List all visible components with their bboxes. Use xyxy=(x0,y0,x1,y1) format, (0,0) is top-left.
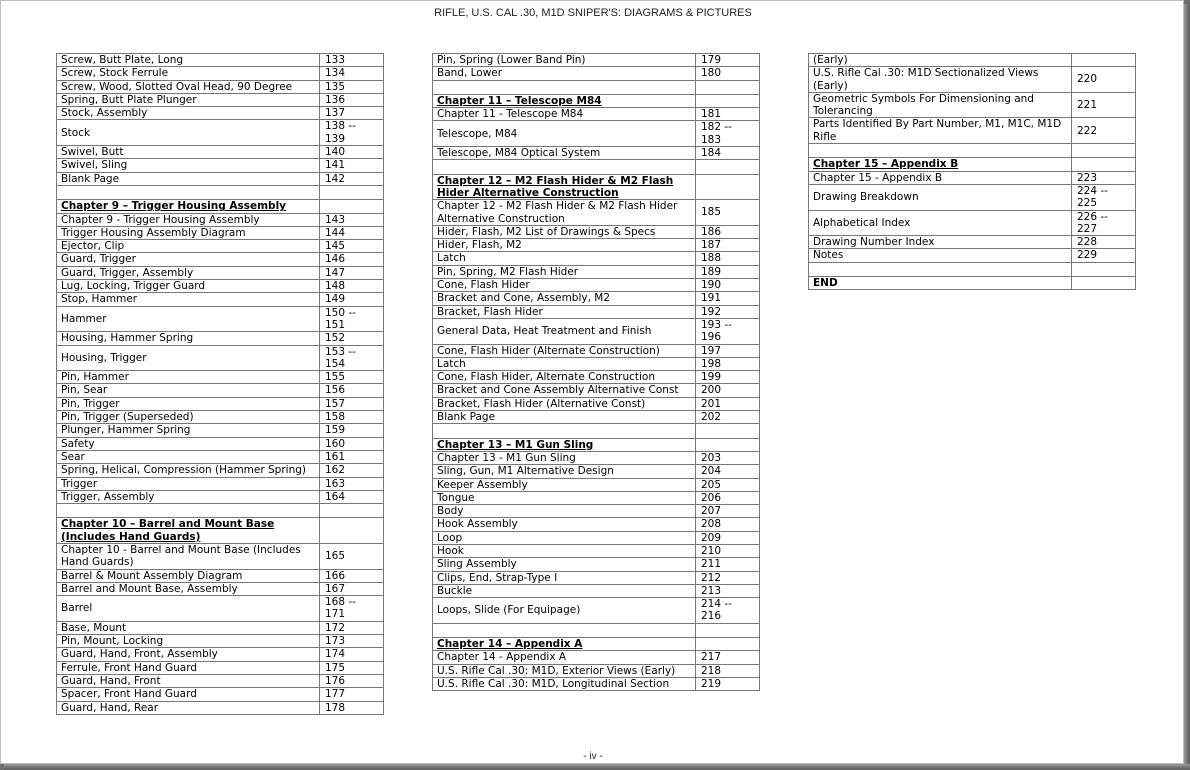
toc-entry-page: 152 xyxy=(320,332,384,345)
toc-entry-title: Buckle xyxy=(433,584,696,597)
toc-entry-page: 136 xyxy=(320,93,384,106)
toc-entry-page: 158 xyxy=(320,411,384,424)
toc-entry-title: Bracket and Cone, Assembly, M2 xyxy=(433,292,696,305)
toc-entry-page: 218 xyxy=(696,664,760,677)
toc-row xyxy=(433,411,760,424)
toc-row xyxy=(433,225,760,238)
toc-entry-page: 190 xyxy=(696,279,760,292)
toc-entry-page: 200 xyxy=(696,384,760,397)
toc-entry-page: 197 xyxy=(696,344,760,357)
toc-entry-title: Screw, Wood, Slotted Oval Head, 90 Degree xyxy=(57,80,320,93)
toc-entry-title: Pin, Trigger xyxy=(57,397,320,410)
toc-entry-page: 180 xyxy=(696,67,760,80)
toc-entry-title: Cone, Flash Hider (Alternate Construction) xyxy=(433,344,696,357)
toc-row xyxy=(57,172,384,185)
toc-entry-page: 157 xyxy=(320,397,384,410)
toc-row xyxy=(57,293,384,306)
blank-row xyxy=(433,160,760,174)
toc-entry-page: 189 xyxy=(696,265,760,278)
blank-row xyxy=(57,504,384,518)
toc-entry-title: U.S. Rifle Cal .30: M1D, Longitudinal Section xyxy=(433,677,696,690)
toc-entry-title: Ejector, Clip xyxy=(57,240,320,253)
toc-entry-page: 199 xyxy=(696,371,760,384)
toc-row xyxy=(57,54,384,67)
toc-row xyxy=(433,239,760,252)
toc-entry-title: Clips, End, Strap-Type I xyxy=(433,571,696,584)
toc-row xyxy=(433,292,760,305)
toc-entry-title: Sear xyxy=(57,450,320,463)
toc-row xyxy=(433,344,760,357)
chapter-heading-row xyxy=(809,158,1136,171)
toc-entry-title: U.S. Rifle Cal .30: M1D, Exterior Views (Early) xyxy=(433,664,696,677)
toc-entry-page: 155 xyxy=(320,371,384,384)
toc-entry-title: Stop, Hammer xyxy=(57,293,320,306)
toc-entry-page: 222 xyxy=(1072,118,1136,144)
toc-entry-page: 145 xyxy=(320,240,384,253)
toc-entry-title: Geometric Symbols For Dimensioning and Tolerancing xyxy=(809,92,1072,118)
toc-entry-page: 217 xyxy=(696,651,760,664)
toc-row xyxy=(57,384,384,397)
toc-row xyxy=(57,93,384,106)
toc-entry-title: Screw, Stock Ferrule xyxy=(57,67,320,80)
toc-entry-title: Loop xyxy=(433,531,696,544)
toc-row xyxy=(433,571,760,584)
toc-entry-page: 162 xyxy=(320,464,384,477)
toc-row xyxy=(57,253,384,266)
toc-row xyxy=(433,451,760,464)
toc-entry-title: Pin, Hammer xyxy=(57,371,320,384)
toc-row xyxy=(433,252,760,265)
toc-entry-title: Pin, Trigger (Superseded) xyxy=(57,411,320,424)
toc-row xyxy=(809,118,1136,144)
toc-entry-page: 181 xyxy=(696,108,760,121)
toc-row xyxy=(433,505,760,518)
blank-row xyxy=(433,80,760,94)
toc-entry-title: Keeper Assembly xyxy=(433,478,696,491)
toc-column-2 xyxy=(432,53,760,691)
toc-row xyxy=(57,332,384,345)
chapter-heading-row xyxy=(433,638,760,651)
toc-entry-title: Notes xyxy=(809,249,1072,262)
toc-entry-page: 229 xyxy=(1072,249,1136,262)
toc-entry-page: 177 xyxy=(320,688,384,701)
toc-row xyxy=(57,226,384,239)
blank-row xyxy=(433,623,760,637)
toc-row xyxy=(57,688,384,701)
toc-entry-page: 159 xyxy=(320,424,384,437)
toc-row xyxy=(433,598,760,624)
toc-entry-page: 175 xyxy=(320,661,384,674)
toc-entry-title: Hammer xyxy=(57,306,320,332)
toc-entry-page: 204 xyxy=(696,465,760,478)
toc-entry-title: Barrel and Mount Base, Assembly xyxy=(57,582,320,595)
toc-row xyxy=(433,491,760,504)
toc-row xyxy=(809,67,1136,93)
toc-row xyxy=(57,306,384,332)
toc-row xyxy=(57,490,384,503)
toc-entry-title: Chapter 13 - M1 Gun Sling xyxy=(433,451,696,464)
toc-entry-title: Blank Page xyxy=(57,172,320,185)
toc-row xyxy=(433,357,760,370)
chapter-heading: Chapter 12 – M2 Flash Hider & M2 Flash Hider Alternative Construction xyxy=(433,174,696,200)
chapter-heading-row xyxy=(57,200,384,213)
toc-entry-title: Pin, Spring (Lower Band Pin) xyxy=(433,54,696,67)
toc-entry-title: Chapter 12 - M2 Flash Hider & M2 Flash Hider Alternative Construction xyxy=(433,200,696,226)
toc-entry-page: 198 xyxy=(696,357,760,370)
toc-entry-page: 191 xyxy=(696,292,760,305)
toc-row xyxy=(57,450,384,463)
toc-entry-title: Base, Mount xyxy=(57,621,320,634)
toc-row xyxy=(57,661,384,674)
toc-row xyxy=(57,280,384,293)
toc-entry-page: 148 xyxy=(320,280,384,293)
end-marker: END xyxy=(809,277,1072,290)
toc-entry-page: 142 xyxy=(320,172,384,185)
toc-entry-title: Sling, Gun, M1 Alternative Design xyxy=(433,465,696,478)
toc-row xyxy=(433,558,760,571)
blank-row xyxy=(809,262,1136,276)
toc-entry-title: Cone, Flash Hider, Alternate Construction xyxy=(433,371,696,384)
toc-row xyxy=(57,146,384,159)
toc-entry-title: Trigger Housing Assembly Diagram xyxy=(57,226,320,239)
toc-entry-title: Parts Identified By Part Number, M1, M1C, M1D Rifle xyxy=(809,118,1072,144)
toc-entry-page: 144 xyxy=(320,226,384,239)
toc-row xyxy=(433,108,760,121)
toc-entry-title: Drawing Breakdown xyxy=(809,184,1072,210)
toc-entry-page: 208 xyxy=(696,518,760,531)
toc-row xyxy=(57,371,384,384)
toc-entry-page: 205 xyxy=(696,478,760,491)
toc-entry-page: 153 -- 154 xyxy=(320,345,384,371)
toc-row xyxy=(433,531,760,544)
toc-entry-page: 133 xyxy=(320,54,384,67)
toc-row xyxy=(433,677,760,690)
toc-entry-title: Drawing Number Index xyxy=(809,236,1072,249)
toc-entry-page: 141 xyxy=(320,159,384,172)
toc-entry-title: Guard, Hand, Rear xyxy=(57,701,320,714)
toc-row xyxy=(57,648,384,661)
toc-row xyxy=(57,397,384,410)
toc-entry-page: 178 xyxy=(320,701,384,714)
toc-entry-title: Alphabetical Index xyxy=(809,210,1072,236)
page-number: - iv - xyxy=(583,751,603,762)
toc-entry-page: 203 xyxy=(696,451,760,464)
toc-entry-page: 176 xyxy=(320,674,384,687)
page-shadow-right xyxy=(1184,4,1190,770)
toc-entry-page: 163 xyxy=(320,477,384,490)
toc-row xyxy=(57,107,384,120)
toc-column-1 xyxy=(56,53,384,715)
toc-row xyxy=(57,464,384,477)
toc-row xyxy=(57,635,384,648)
toc-entry-title: Pin, Sear xyxy=(57,384,320,397)
toc-entry-page: 165 xyxy=(320,543,384,569)
toc-entry-title: Cone, Flash Hider xyxy=(433,279,696,292)
toc-entry-page: 134 xyxy=(320,67,384,80)
toc-row xyxy=(57,621,384,634)
chapter-heading: Chapter 9 – Trigger Housing Assembly xyxy=(57,200,320,213)
toc-entry-page: 150 -- 151 xyxy=(320,306,384,332)
toc-entry-page: 160 xyxy=(320,437,384,450)
toc-entry-page: 206 xyxy=(696,491,760,504)
toc-entry-title: Latch xyxy=(433,252,696,265)
toc-row xyxy=(57,596,384,622)
toc-row xyxy=(57,437,384,450)
blank-row xyxy=(433,424,760,438)
toc-entry-title: Bracket, Flash Hider xyxy=(433,305,696,318)
toc-row xyxy=(57,424,384,437)
toc-row xyxy=(57,120,384,146)
toc-row xyxy=(57,67,384,80)
toc-row xyxy=(433,664,760,677)
toc-row xyxy=(433,54,760,67)
toc-entry-page: 220 xyxy=(1072,67,1136,93)
toc-entry-page: 140 xyxy=(320,146,384,159)
toc-entry-page: 184 xyxy=(696,147,760,160)
toc-row xyxy=(809,236,1136,249)
toc-entry-page: 156 xyxy=(320,384,384,397)
toc-row xyxy=(433,371,760,384)
toc-entry-title: Sling Assembly xyxy=(433,558,696,571)
toc-entry-title: Latch xyxy=(433,357,696,370)
toc-entry-page: 186 xyxy=(696,225,760,238)
toc-entry-page: 179 xyxy=(696,54,760,67)
toc-entry-title: Telescope, M84 Optical System xyxy=(433,147,696,160)
toc-row xyxy=(809,171,1136,184)
blank-row xyxy=(809,144,1136,158)
toc-entry-title: Chapter 9 - Trigger Housing Assembly xyxy=(57,213,320,226)
toc-entry-title: Spacer, Front Hand Guard xyxy=(57,688,320,701)
toc-entry-page: 210 xyxy=(696,544,760,557)
toc-entry-page: 187 xyxy=(696,239,760,252)
toc-row xyxy=(433,305,760,318)
toc-entry-title: Barrel xyxy=(57,596,320,622)
toc-entry-page: 201 xyxy=(696,397,760,410)
toc-entry-title: Spring, Helical, Compression (Hammer Spring) xyxy=(57,464,320,477)
toc-entry-page: 135 xyxy=(320,80,384,93)
chapter-heading-row xyxy=(433,174,760,200)
toc-entry-title: Body xyxy=(433,505,696,518)
toc-entry-title: Chapter 10 - Barrel and Mount Base (Includes Hand Guards) xyxy=(57,543,320,569)
toc-entry-title: Stock, Assembly xyxy=(57,107,320,120)
toc-entry-page: 166 xyxy=(320,569,384,582)
toc-entry-page: 213 xyxy=(696,584,760,597)
toc-entry-page: 138 -- 139 xyxy=(320,120,384,146)
toc-entry-title: General Data, Heat Treatment and Finish xyxy=(433,318,696,344)
toc-entry-title: Hook xyxy=(433,544,696,557)
toc-entry-title: Trigger, Assembly xyxy=(57,490,320,503)
toc-entry-title: Telescope, M84 xyxy=(433,121,696,147)
page-header: RIFLE, U.S. CAL .30, M1D SNIPER'S: DIAGRAMS & PICTURES xyxy=(434,7,752,19)
toc-entry-page: 167 xyxy=(320,582,384,595)
toc-entry-title: Band, Lower xyxy=(433,67,696,80)
toc-row xyxy=(433,318,760,344)
toc-column-3 xyxy=(808,53,1136,290)
toc-entry-page: 164 xyxy=(320,490,384,503)
toc-row xyxy=(433,651,760,664)
toc-entry-page: 172 xyxy=(320,621,384,634)
toc-entry-page: 226 -- 227 xyxy=(1072,210,1136,236)
toc-entry-title: U.S. Rifle Cal .30: M1D Sectionalized Views (Early) xyxy=(809,67,1072,93)
toc-entry-title: Hook Assembly xyxy=(433,518,696,531)
toc-row xyxy=(57,674,384,687)
toc-entry-title: Lug, Locking, Trigger Guard xyxy=(57,280,320,293)
toc-entry-title: Blank Page xyxy=(433,411,696,424)
toc-row xyxy=(433,478,760,491)
chapter-heading-row xyxy=(433,438,760,451)
toc-row xyxy=(433,121,760,147)
toc-entry-title: Stock xyxy=(57,120,320,146)
toc-entry-title: Pin, Spring, M2 Flash Hider xyxy=(433,265,696,278)
toc-row xyxy=(809,184,1136,210)
toc-row xyxy=(433,384,760,397)
toc-entry-title: Swivel, Sling xyxy=(57,159,320,172)
toc-row xyxy=(57,411,384,424)
chapter-heading: Chapter 14 – Appendix A xyxy=(433,638,696,651)
chapter-heading: Chapter 11 – Telescope M84 xyxy=(433,94,696,107)
toc-row xyxy=(809,92,1136,118)
toc-entry-title: Barrel & Mount Assembly Diagram xyxy=(57,569,320,582)
toc-row xyxy=(433,265,760,278)
toc-entry-page: 149 xyxy=(320,293,384,306)
toc-row xyxy=(57,543,384,569)
toc-row xyxy=(57,266,384,279)
toc-row xyxy=(57,582,384,595)
toc-entry-title: Hider, Flash, M2 List of Drawings & Specs xyxy=(433,225,696,238)
toc-entry-page: 207 xyxy=(696,505,760,518)
toc-row xyxy=(57,345,384,371)
toc-entry-page: 168 -- 171 xyxy=(320,596,384,622)
toc-entry-page: 192 xyxy=(696,305,760,318)
toc-entry-title: Housing, Trigger xyxy=(57,345,320,371)
toc-entry-title: Plunger, Hammer Spring xyxy=(57,424,320,437)
toc-row xyxy=(809,210,1136,236)
toc-row xyxy=(433,544,760,557)
toc-entry-title: Loops, Slide (For Equipage) xyxy=(433,598,696,624)
toc-entry-page: 143 xyxy=(320,213,384,226)
toc-entry-title: Guard, Trigger xyxy=(57,253,320,266)
toc-entry-title: (Early) xyxy=(809,54,1072,67)
toc-entry-page: 219 xyxy=(696,677,760,690)
toc-entry-page: 228 xyxy=(1072,236,1136,249)
toc-entry-page: 209 xyxy=(696,531,760,544)
toc-entry-title: Safety xyxy=(57,437,320,450)
chapter-heading-row xyxy=(57,518,384,544)
toc-entry-page: 146 xyxy=(320,253,384,266)
page-shadow-bottom xyxy=(4,764,1190,770)
toc-entry-title: Tongue xyxy=(433,491,696,504)
toc-entry-page: 147 xyxy=(320,266,384,279)
chapter-heading: Chapter 13 – M1 Gun Sling xyxy=(433,438,696,451)
toc-entry-page: 188 xyxy=(696,252,760,265)
toc-entry-title: Chapter 15 - Appendix B xyxy=(809,171,1072,184)
toc-row xyxy=(433,465,760,478)
toc-row xyxy=(433,518,760,531)
blank-row xyxy=(57,185,384,199)
toc-entry-page: 212 xyxy=(696,571,760,584)
toc-entry-title: Swivel, Butt xyxy=(57,146,320,159)
toc-entry-page: 224 -- 225 xyxy=(1072,184,1136,210)
toc-entry-page: 173 xyxy=(320,635,384,648)
toc-entry-page xyxy=(1072,54,1136,67)
toc-row xyxy=(57,80,384,93)
toc-entry-page: 214 -- 216 xyxy=(696,598,760,624)
chapter-heading-row xyxy=(433,94,760,107)
toc-row xyxy=(809,54,1136,67)
toc-entry-title: Pin, Mount, Locking xyxy=(57,635,320,648)
toc-entry-page: 161 xyxy=(320,450,384,463)
toc-entry-page: 211 xyxy=(696,558,760,571)
toc-row xyxy=(57,240,384,253)
toc-entry-title: Bracket and Cone Assembly Alternative Const xyxy=(433,384,696,397)
toc-row xyxy=(433,584,760,597)
toc-entry-page: 182 -- 183 xyxy=(696,121,760,147)
toc-entry-title: Guard, Trigger, Assembly xyxy=(57,266,320,279)
toc-entry-title: Guard, Hand, Front, Assembly xyxy=(57,648,320,661)
toc-entry-page: 223 xyxy=(1072,171,1136,184)
toc-row xyxy=(433,147,760,160)
toc-entry-title: Guard, Hand, Front xyxy=(57,674,320,687)
toc-entry-page: 202 xyxy=(696,411,760,424)
toc-entry-page: 137 xyxy=(320,107,384,120)
toc-row xyxy=(57,213,384,226)
toc-row xyxy=(809,249,1136,262)
toc-row xyxy=(433,67,760,80)
toc-entry-page: 193 -- 196 xyxy=(696,318,760,344)
chapter-heading: Chapter 10 – Barrel and Mount Base (Includes Hand Guards) xyxy=(57,518,320,544)
toc-entry-title: Bracket, Flash Hider (Alternative Const) xyxy=(433,397,696,410)
toc-row xyxy=(57,701,384,714)
toc-row xyxy=(57,159,384,172)
toc-row xyxy=(433,200,760,226)
toc-entry-page: 185 xyxy=(696,200,760,226)
toc-entry-title: Chapter 14 - Appendix A xyxy=(433,651,696,664)
toc-row xyxy=(57,569,384,582)
toc-entry-title: Housing, Hammer Spring xyxy=(57,332,320,345)
toc-entry-page: 174 xyxy=(320,648,384,661)
toc-row xyxy=(57,477,384,490)
toc-row xyxy=(433,397,760,410)
toc-entry-title: Chapter 11 - Telescope M84 xyxy=(433,108,696,121)
toc-row xyxy=(433,279,760,292)
toc-entry-title: Hider, Flash, M2 xyxy=(433,239,696,252)
chapter-heading: Chapter 15 – Appendix B xyxy=(809,158,1072,171)
toc-entry-title: Ferrule, Front Hand Guard xyxy=(57,661,320,674)
toc-entry-title: Screw, Butt Plate, Long xyxy=(57,54,320,67)
end-row xyxy=(809,277,1136,290)
toc-entry-page: 221 xyxy=(1072,92,1136,118)
toc-entry-title: Trigger xyxy=(57,477,320,490)
toc-entry-title: Spring, Butt Plate Plunger xyxy=(57,93,320,106)
